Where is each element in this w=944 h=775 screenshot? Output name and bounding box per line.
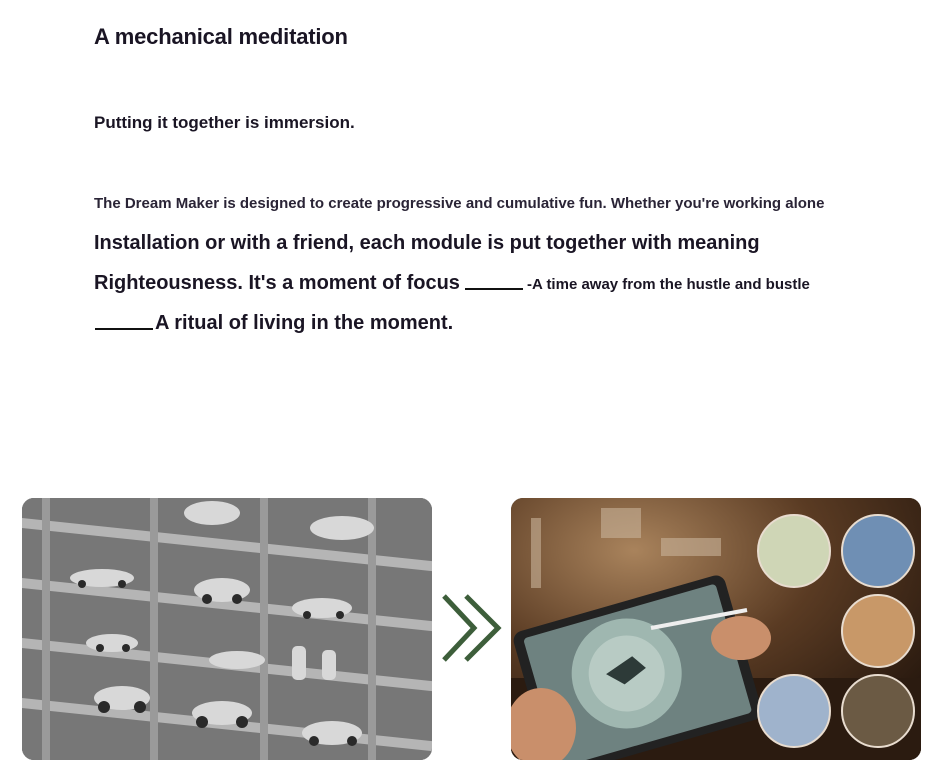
body-line-4: A ritual of living in the moment. [155, 312, 454, 334]
photo-circle-couple-selfie [841, 514, 915, 588]
tablet-drawing-image [511, 498, 921, 760]
dash-decoration [95, 328, 153, 330]
photo-circle-vintage-couple [841, 674, 915, 748]
photo-circle-wedding-couple [841, 594, 915, 668]
double-chevron-right-icon [440, 592, 504, 669]
toy-shelf-illustration [22, 498, 432, 760]
subheading: Putting it together is immersion. [94, 113, 355, 132]
photo-circle-anime-character [757, 514, 831, 588]
body-line-1: The Dream Maker is designed to create progressive and cumulative fun. Whether you're working alone [94, 195, 825, 212]
toy-car-shelf-image [22, 498, 432, 760]
dash-decoration [465, 288, 523, 290]
body-line-2: Installation or with a friend, each module is put together with meaning [94, 232, 760, 254]
body-line-3: Righteousness. It's a moment of focus [94, 272, 460, 294]
page-heading: A mechanical meditation [94, 24, 348, 49]
body-line-3-tail: -A time away from the hustle and bustle [527, 276, 810, 293]
photo-circle-child-portrait [757, 674, 831, 748]
